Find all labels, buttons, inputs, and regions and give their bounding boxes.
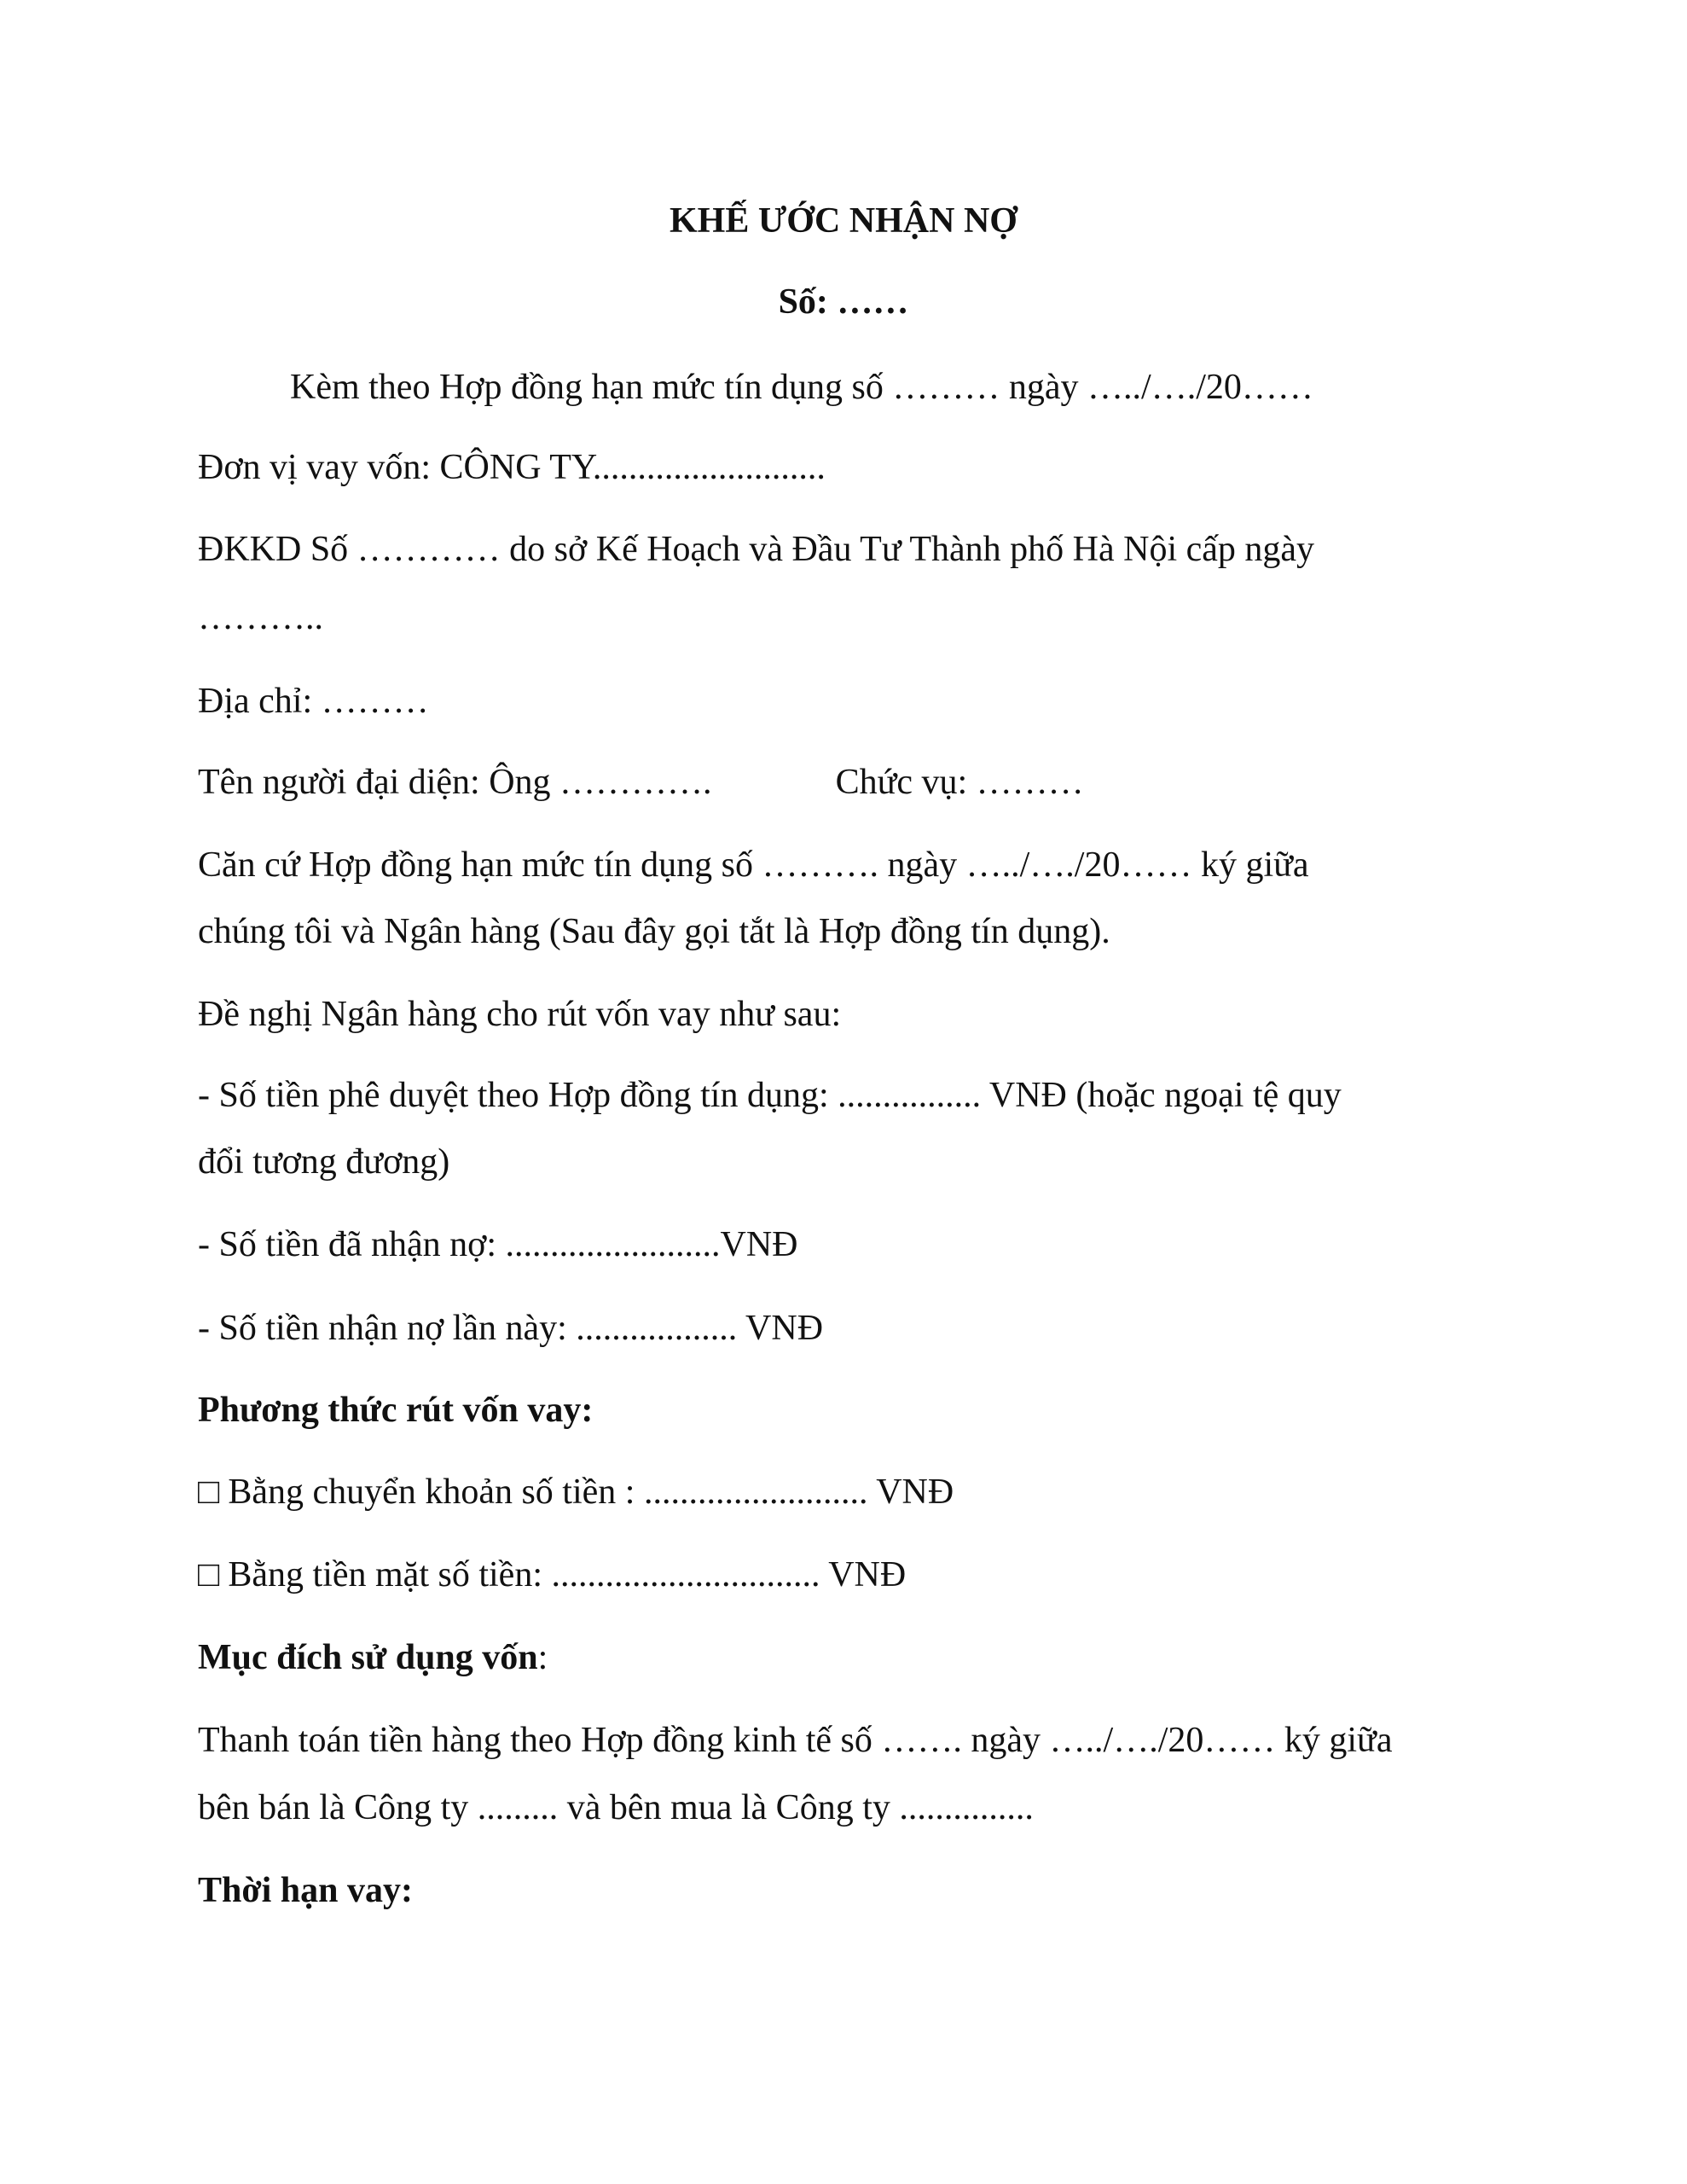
representative-row xyxy=(198,760,1084,804)
attachment-line: Kèm theo Hợp đồng hạn mức tín dụng số ……… ngày …../…./20…… xyxy=(290,368,1313,407)
cash-option-label: Bằng tiền mặt số tiền: .............................. VNĐ xyxy=(228,1555,907,1594)
document-title: KHẾ ƯỚC NHẬN NỢ xyxy=(670,201,1017,241)
document-number: Số: …… xyxy=(778,282,909,322)
approved-amount-line-1: - Số tiền phê duyệt theo Hợp đồng tín dụng: ................ VNĐ (hoặc ngoại tệ quy xyxy=(198,1076,1342,1115)
basis-line-2: chúng tôi và Ngân hàng (Sau đây gọi tắt là Hợp đồng tín dụng). xyxy=(198,912,1110,951)
business-registration-line: ĐKKD Số ………… do sở Kế Hoạch và Đầu Tư Thành phố Hà Nội cấp ngày xyxy=(198,530,1315,569)
purpose-line-2: bên bán là Công ty ......... và bên mua là Công ty ............... xyxy=(198,1788,1034,1827)
withdrawal-method-heading: Phương thức rút vốn vay: xyxy=(198,1391,594,1430)
approved-amount-line-2: đổi tương đương) xyxy=(198,1142,450,1182)
purpose-heading-line xyxy=(198,1635,548,1680)
business-registration-date: ……….. xyxy=(198,598,323,637)
purpose-heading-colon: : xyxy=(537,1638,548,1677)
request-line: Đề nghị Ngân hàng cho rút vốn vay như sau: xyxy=(198,995,842,1034)
loan-term-heading: Thời hạn vay: xyxy=(198,1871,413,1910)
basis-line-1: Căn cứ Hợp đồng hạn mức tín dụng số ………. ngày …../…./20…… ký giữa xyxy=(198,845,1309,885)
representative-position: Chức vụ: ……… xyxy=(835,763,1084,802)
current-amount-line: - Số tiền nhận nợ lần này: .................. VNĐ xyxy=(198,1309,824,1348)
transfer-option-label: Bằng chuyển khoản số tiền : ......................... VNĐ xyxy=(228,1472,954,1512)
cash-option xyxy=(198,1553,906,1597)
transfer-checkbox[interactable]: □ xyxy=(198,1472,220,1512)
representative-name: Tên người đại diện: Ông …………. xyxy=(198,763,712,802)
borrower-line: Đơn vị vay vốn: CÔNG TY.......................... xyxy=(198,448,826,487)
purpose-line-1: Thanh toán tiền hàng theo Hợp đồng kinh tế số ……. ngày …../…./20…… ký giữa xyxy=(198,1721,1393,1760)
received-amount-line: - Số tiền đã nhận nợ: ........................VNĐ xyxy=(198,1225,798,1264)
transfer-option xyxy=(198,1470,954,1514)
address-line: Địa chỉ: ……… xyxy=(198,682,429,721)
cash-checkbox[interactable]: □ xyxy=(198,1555,220,1594)
purpose-heading: Mục đích sử dụng vốn xyxy=(198,1638,538,1677)
